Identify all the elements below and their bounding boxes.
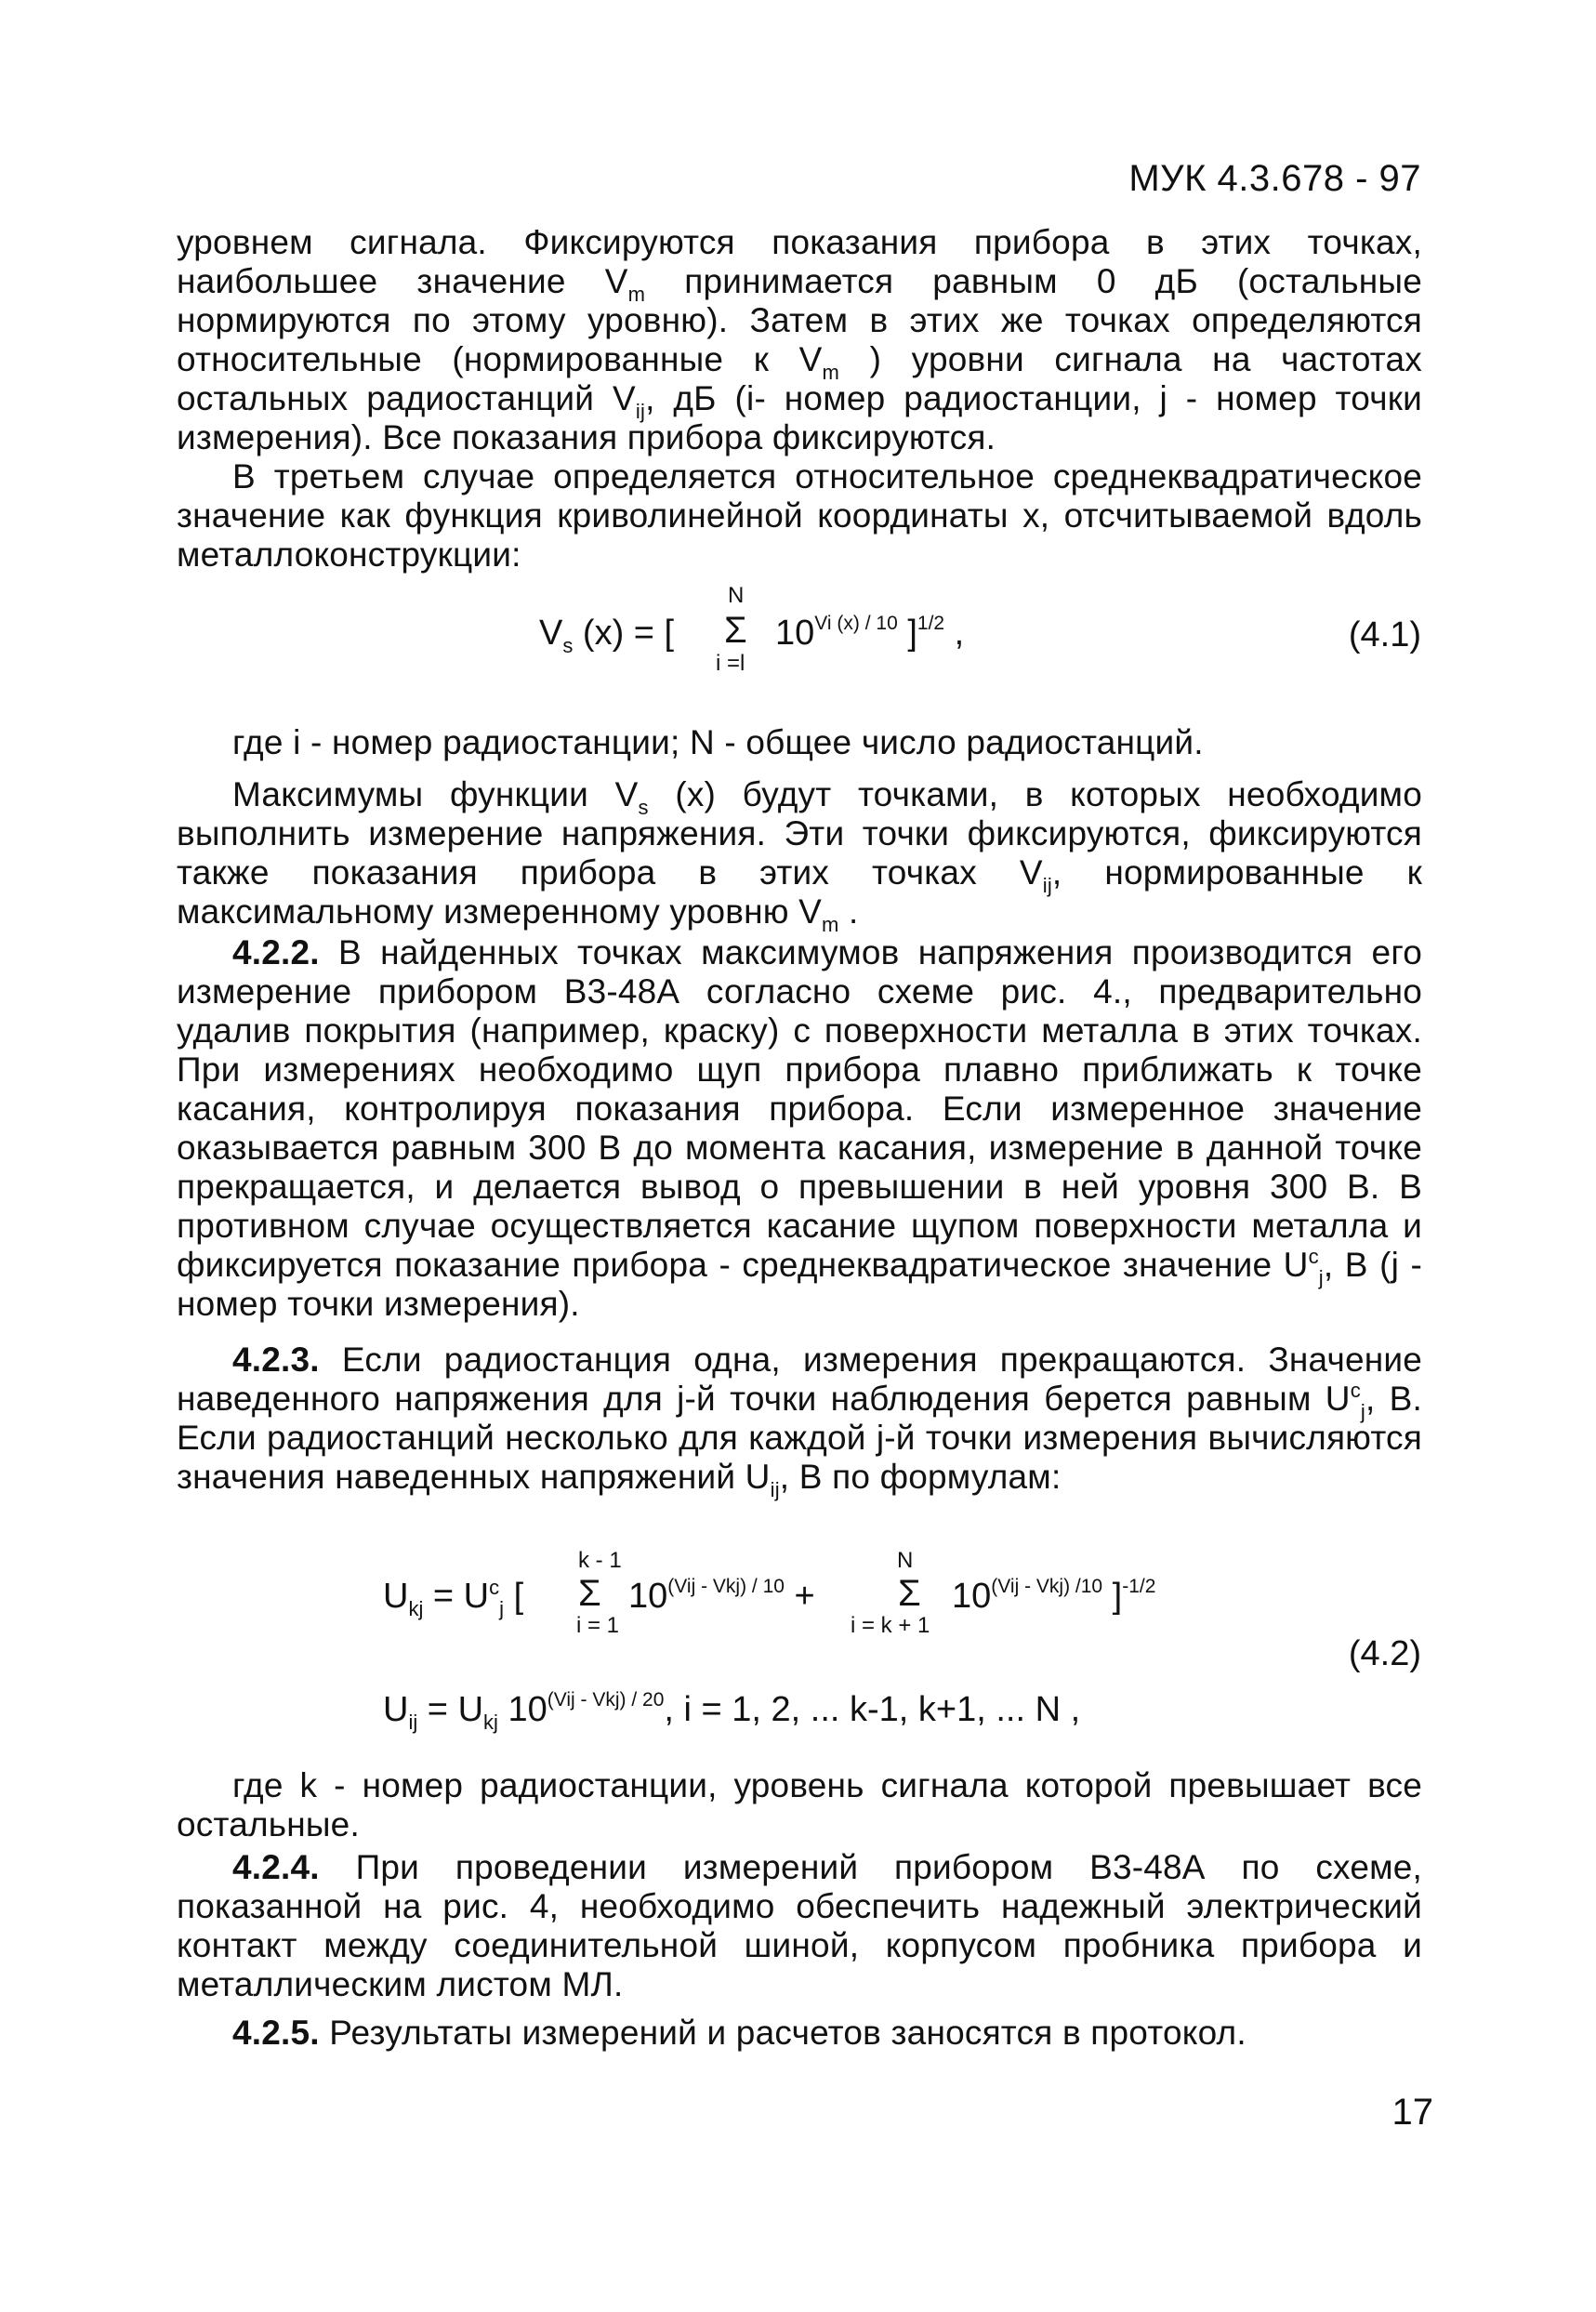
- symbol: U: [383, 1577, 409, 1616]
- sum-lower-limit: i = k + 1: [851, 1613, 930, 1638]
- base: 10: [508, 1690, 547, 1729]
- section-4-2-2: [177, 933, 1422, 1324]
- section-number: 4.2.3.: [232, 1341, 320, 1379]
- sigma-symbol: Σ: [724, 610, 747, 651]
- symbol: V: [539, 614, 563, 653]
- paragraph-intro: [177, 223, 1422, 457]
- subscript: s: [638, 796, 649, 819]
- subscript: j: [1360, 1400, 1365, 1423]
- formula-4-2-term2: [952, 1577, 1155, 1617]
- subscript: kj: [483, 1711, 498, 1734]
- text: При проведении измерений прибором В3-48А по схеме, показанной на рис. 4, необходимо обеспечить надежный электрический контакт между соединительной шиной, корпусом пробника прибора и металлическим листом МЛ.: [177, 1848, 1422, 2003]
- section-number: 4.2.2.: [232, 933, 320, 971]
- text: принимается равным 0 дБ (остальные нормируются по этому уровню). Затем в этих же точках определяются относительные (нормированные к V: [177, 262, 1422, 378]
- text: В третьем случае определяется относительное среднеквадратическое значение как функция криволинейной координаты x, отсчитываемой вдоль металлоконструкции:: [177, 457, 1422, 574]
- symbol: U: [457, 1690, 484, 1729]
- exponent: (Vij - Vkj) / 10: [667, 1576, 785, 1597]
- exponent: Vi (x) / 10: [814, 613, 898, 634]
- base: 10: [775, 614, 815, 653]
- section-4-2-5: [177, 2014, 1422, 2053]
- section-number: 4.2.5.: [232, 2014, 320, 2052]
- superscript: c: [1350, 1379, 1361, 1402]
- formula-4-2-term1: [628, 1577, 815, 1617]
- text: , дБ (i- номер радиостанции, j - номер точки измерения). Все показания прибора фиксируются.: [177, 379, 1422, 456]
- text: где i - номер радиостанции; N - общее число радиостанций.: [232, 723, 1204, 761]
- text: , В. Если радиостанций несколько для каждой j-й точки измерения вычисляются значения наведенных напряжений U: [177, 1380, 1422, 1496]
- subscript: ij: [408, 1711, 418, 1734]
- text: где k - номер радиостанции, уровень сигнала которой превышает все остальные.: [177, 1766, 1422, 1843]
- text: .: [838, 892, 859, 931]
- text: Максимумы функции V: [232, 775, 639, 813]
- equals: =: [432, 1577, 455, 1616]
- subscript: m: [627, 283, 646, 306]
- text: уровнем сигнала. Фиксируются показания прибора в этих точках, наибольшее значение V: [177, 223, 1422, 300]
- index-range: , i = 1, 2, ... k-1, k+1, ... N ,: [664, 1690, 1081, 1729]
- sum-lower-limit: i = 1: [576, 1613, 620, 1638]
- superscript: c: [1308, 1245, 1319, 1268]
- equation-number: (4.2): [1348, 1634, 1421, 1673]
- text: ) уровни сигнала на частотах остальных радиостанций V: [177, 340, 1422, 417]
- symbol: U: [383, 1690, 409, 1729]
- equals: =: [427, 1690, 448, 1729]
- plus: +: [794, 1577, 815, 1616]
- bracket: [: [513, 1577, 524, 1616]
- text: , В по формулам:: [779, 1458, 1062, 1496]
- bracket: ]: [1112, 1577, 1123, 1616]
- bracket: ]: [907, 614, 917, 653]
- subscript: j: [499, 1597, 505, 1620]
- section-number: 4.2.4.: [232, 1848, 320, 1886]
- formula-4-1-main: [539, 614, 675, 657]
- exponent: 1/2: [917, 613, 945, 634]
- section-4-2-4: [177, 1848, 1422, 2004]
- section-4-2-3: [177, 1341, 1422, 1501]
- sum-upper-limit: N: [728, 583, 745, 608]
- subscript: m: [822, 361, 840, 384]
- text: Результаты измерений и расчетов заносятся в протокол.: [319, 2014, 1246, 2052]
- formula-4-2-line1-lhs: [383, 1576, 524, 1620]
- subscript: j: [1318, 1266, 1324, 1289]
- sum-lower-limit: i =l: [716, 651, 745, 676]
- paragraph-where-k: [177, 1766, 1422, 1844]
- equation-number: (4.1): [1348, 615, 1421, 654]
- exponent: (Vij - Vkj) / 20: [547, 1689, 665, 1711]
- superscript: c: [489, 1576, 500, 1599]
- text: , В (j - номер точки измерения).: [177, 1246, 1422, 1323]
- base: 10: [952, 1577, 992, 1616]
- base: 10: [628, 1577, 668, 1616]
- symbol: U: [463, 1577, 490, 1616]
- sigma-symbol: Σ: [578, 1573, 601, 1614]
- sum-upper-limit: k - 1: [578, 1548, 622, 1573]
- formula-4-2-line2: [383, 1689, 1081, 1734]
- exponent: -1/2: [1122, 1576, 1156, 1597]
- paragraph-third-case: [177, 457, 1422, 575]
- expression: (x) = [: [582, 614, 675, 653]
- paragraph-maxima: [177, 775, 1422, 936]
- subscript: s: [562, 634, 574, 657]
- subscript: ij: [1042, 874, 1052, 897]
- subscript: kj: [408, 1597, 424, 1620]
- text: , нормированные к максимальному измеренному уровню V: [177, 853, 1422, 931]
- text: (x) будут точками, в которых необходимо выполнить измерение напряжения. Эти точки фиксируются, фиксируются также показания прибора в этих точках V: [177, 775, 1422, 892]
- text: В найденных точках максимумов напряжения производится его измерение прибором В3-48А согласно схеме рис. 4., предварительно удалив покрытия (например, краску) с поверхности металла в этих точках. При измерениях необходимо щуп прибора плавно приближать к точке касания, контролируя показания прибора. Если измеренное значение оказывается равным 300 В до момента касания, измерение в данной точке прекращается, и делается вывод о превышении в ней уровня 300 В. В противном случае осуществляется касание щупом поверхности металла и фиксируется показание прибора - среднеквадратическое значение U: [177, 933, 1422, 1284]
- document-code: МУК 4.3.678 - 97: [1128, 158, 1421, 199]
- subscript: ij: [635, 400, 646, 423]
- sum-upper-limit: N: [897, 1548, 914, 1573]
- text: Если радиостанция одна, измерения прекращаются. Значение наведенного напряжения для j-й точки наблюдения берется равным U: [177, 1341, 1422, 1418]
- page-number: 17: [1392, 2092, 1433, 2133]
- exponent: (Vij - Vkj) /10: [991, 1576, 1103, 1597]
- subscript: m: [822, 913, 839, 936]
- paragraph-where: [177, 723, 1422, 762]
- sigma-symbol: Σ: [898, 1573, 921, 1614]
- formula-4-1-power: [775, 614, 964, 654]
- comma: ,: [954, 614, 965, 653]
- subscript: ij: [770, 1478, 780, 1501]
